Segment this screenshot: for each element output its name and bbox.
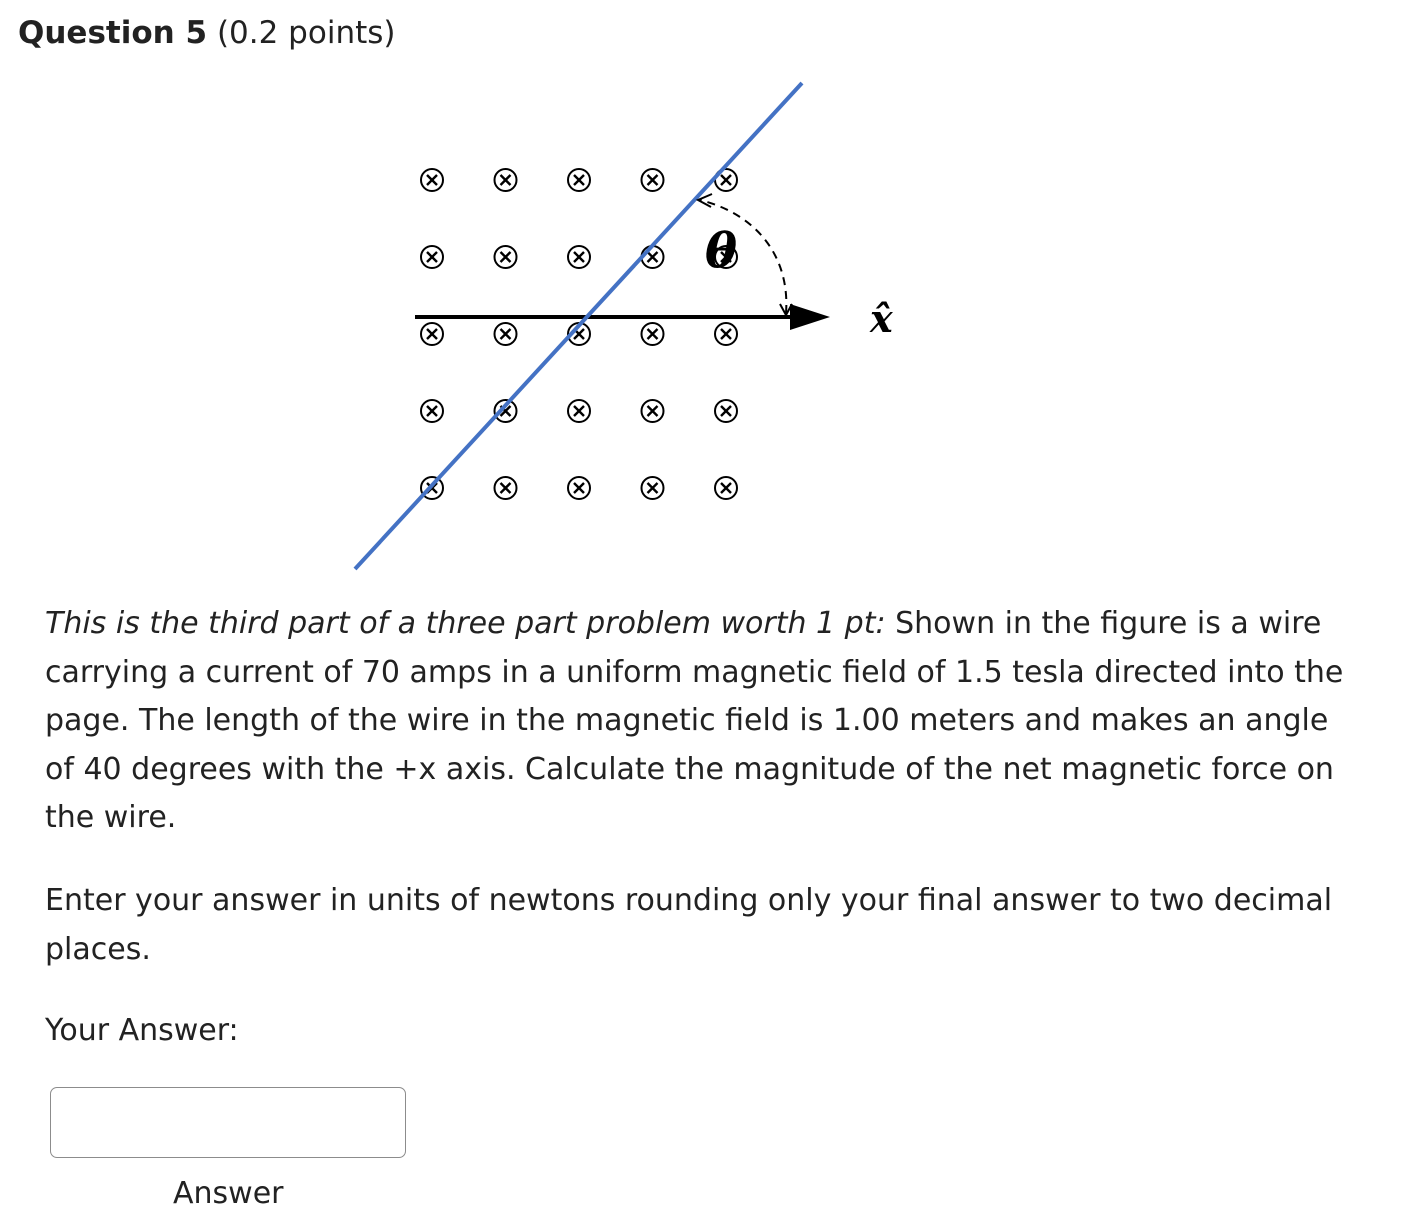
question-title: Question 5 [18,15,208,51]
answer-input[interactable] [50,1087,406,1158]
your-answer-label: Your Answer: [45,1013,239,1048]
answer-instructions: Enter your answer in units of newtons rounding only your final answer to two decimal places. [45,883,1333,967]
field-into-page-symbol [421,246,443,268]
field-into-page-symbol [715,323,737,345]
field-into-page-symbol [495,477,517,499]
field-into-page-symbol [421,169,443,191]
x-axis-label: x̂ [870,296,893,341]
prompt-intro: This is the third part of a three part problem worth 1 pt: [45,606,886,641]
question-header [18,10,396,56]
field-into-page-symbol [715,477,737,499]
theta-label: θ [705,223,738,279]
field-into-page-symbol [642,323,664,345]
field-into-page-symbol [568,246,590,268]
prompt-body: Shown in the figure is a wire carrying a current of 70 amps in a uniform magnetic field of 1.5 tesla directed into the page. The length of the wire in the magnetic field is 1.00 meters and makes an angle of 40 degrees with the +x axis. Calculate the magnitude of the net magnetic force on the wire. [45,606,1344,835]
magnetic-field-figure [340,70,920,590]
field-into-page-symbol [642,169,664,191]
field-into-page-symbol [568,169,590,191]
field-into-page-symbol [642,246,664,268]
field-into-page-symbol [568,477,590,499]
field-into-page-symbol [495,169,517,191]
field-into-page-symbol [642,477,664,499]
x-axis-arrowhead [790,304,830,330]
field-into-page-symbol [568,400,590,422]
field-into-page-symbol [715,400,737,422]
field-into-page-symbol [421,400,443,422]
field-into-page-symbol [495,246,517,268]
field-into-page-symbol [495,323,517,345]
field-into-page-symbol [421,323,443,345]
question-prompt [45,600,1365,843]
field-into-page-symbol [642,400,664,422]
field-symbols-group [421,169,737,499]
question-points: (0.2 points) [216,15,396,51]
answer-caption: Answer [173,1176,284,1211]
